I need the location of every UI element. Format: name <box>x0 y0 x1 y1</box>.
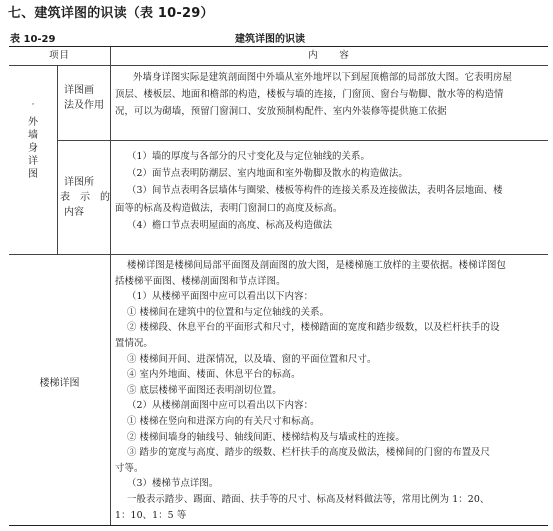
content-stair: 楼梯详图是楼梯间局部平面图及剖面图的放大图，是楼梯施工放样的主要依据。楼梯详图包 括楼梯平面图、楼梯剖面图和节点详图。 （1）从楼梯平面图中应可以看出以下内容： ① 楼梯间在建筑中的位置和与定位轴线的关系。 ② 楼梯段、休息平台的平面形式和尺寸，楼梯踏面的宽度和踏步级数，以及栏杆扶手的设 置情况。 ③ 楼梯间开间、进深情况，以及墙、窗的平面位置和尺寸。 ④ 室内外地面、楼面、休息平台的标高。 ⑤ 底层楼梯平面图还表明剖切位置。 （2）从楼梯剖面图中应可以看出以下内容： ① 楼梯在竖向和进深方向的有关尺寸和标高。 ② 楼梯间墙身的轴线号、轴线间距、楼梯结构及与墙或柱的连接。 ③ 踏步的宽度与高度、踏步的级数、栏杆扶手的高度及做法，楼梯间的门窗的布置及尺 寸等。 （3）楼梯节点详图。 一般表示踏步、踢面、踏面、扶手等的尺寸、标高及材料做法等，常用比例为 1：20、 1：10、1：5 等 <box>115 260 507 521</box>
row-label-method: 详图画 法及作用 <box>64 85 104 111</box>
section-title: 七、建筑详图的识读（表 10-29） <box>8 6 214 21</box>
content-method: 外墙身详图实际是建筑剖面图中外墙从室外地坪以下到屋顶檐部的局部放大图。它表明房屋 顶层、楼板层、地面和檐部的构造，楼板与墙的连接，门窗顶、窗台与勒脚、散水等的构造情 况，可以为砌墙，预留门窗洞口、安放预制构配件、室内外装修等提供施工依据 <box>115 72 513 118</box>
stair-label: 楼梯详图 <box>39 378 80 389</box>
row-label-contents: 详图所 表 示 的 内容 <box>60 177 110 218</box>
header-content: 内 容 <box>308 50 350 61</box>
table-caption: 建筑详图的识读 <box>235 34 305 45</box>
wall-category-label: · 外 墙 身 详 图 <box>28 100 38 180</box>
row-divider <box>9 254 548 255</box>
content-contents: （1）墙的厚度与各部分的尺寸变化及与定位轴线的关系。 （2）面节点表明防潮层、室内地面和室外勒脚及散水的构造做法。 （3）间节点表明各层墙体与圈梁、楼板等构件的连接关系及连接做法，表明各层地面、楼 面等的标高及构造做法，表明门窗洞口的高度及标高。 （4）檐口节点表明屋面的高度、标高及构造做法 <box>115 151 503 231</box>
header-item: 项目 <box>49 50 70 61</box>
row-divider <box>57 140 548 141</box>
column-divider <box>110 47 111 525</box>
table-number: 表 10-29 <box>10 34 56 45</box>
header-divider <box>9 65 548 66</box>
detail-table <box>9 46 548 526</box>
subcolumn-divider <box>57 65 58 254</box>
